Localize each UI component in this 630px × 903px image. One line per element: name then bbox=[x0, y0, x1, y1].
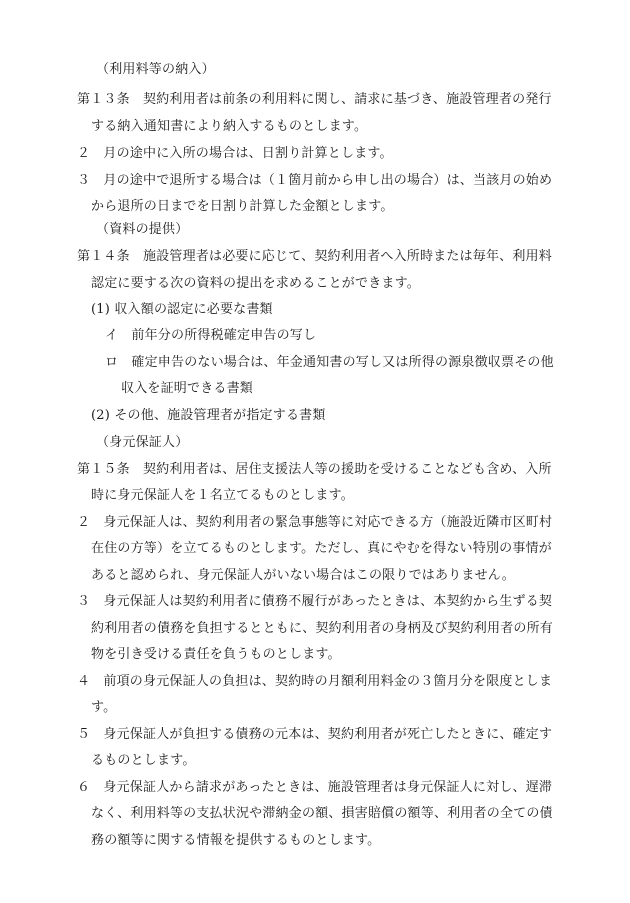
article-15-item-5-line-1: ５ 身元保証人が負担する債務の元本は、契約利用者が死亡したときに、確定す bbox=[77, 727, 553, 742]
article-13-item-2: ２ 月の途中に入所の場合は、日割り計算とします。 bbox=[77, 146, 393, 161]
section-heading: （利用料等の納入） bbox=[96, 62, 215, 77]
article-14-line-1: 第１４条 施設管理者は必要に応じて、契約利用者へ入所時または毎年、利用料 bbox=[77, 249, 552, 264]
article-15-item-2-line-1: ２ 身元保証人は、契約利用者の緊急事態等に対応できる方（施設近隣市区町村 bbox=[77, 515, 553, 530]
article-15-item-5-line-2: るものとします。 bbox=[91, 753, 196, 768]
article-15-item-4-line-1: ４ 前項の身元保証人の負担は、契約時の月額利用料金の３箇月分を限度としま bbox=[77, 674, 553, 689]
article-15-item-3-line-3: 物を引き受ける責任を負うものとします。 bbox=[91, 647, 341, 662]
article-15-item-3-line-1: ３ 身元保証人は契約利用者に債務不履行があったときは、本契約から生ずる契 bbox=[77, 594, 553, 609]
article-13-item-3-line-1: ３ 月の途中で退所する場合は（１箇月前から申し出の場合）は、当該月の始め bbox=[77, 173, 553, 188]
article-14-subitem-ro-line-2: 収入を証明できる書類 bbox=[121, 381, 254, 396]
article-15-item-6-line-1: ６ 身元保証人から請求があったときは、施設管理者は身元保証人に対し、遅滞 bbox=[77, 780, 553, 795]
article-13-line-1: 第１３条 契約利用者は前条の利用料に関し、請求に基づき、施設管理者の発行 bbox=[77, 92, 552, 107]
article-14-line-2: 認定に要する次の資料の提出を求めることができます。 bbox=[91, 276, 420, 291]
article-14-subitem-i: イ 前年分の所得税確定申告の写し bbox=[105, 328, 317, 343]
article-14-subitem-ro-line-1: ロ 確定申告のない場合は、年金通知書の写し又は所得の源泉徴収票その他 bbox=[105, 355, 554, 370]
article-14-item-2: (2) その他、施設管理者が指定する書類 bbox=[91, 408, 326, 423]
article-13-item-3-line-2: から退所の日までを日割り計算した金額とします。 bbox=[91, 199, 394, 214]
section-heading: （資料の提供） bbox=[96, 222, 189, 237]
article-15-item-6-line-3: 務の額等に関する情報を提供するものとします。 bbox=[91, 833, 381, 848]
article-13-line-2: する納入通知書により納入するものとします。 bbox=[91, 119, 368, 134]
article-15-item-2-line-3: あると認められ、身元保証人がいない場合はこの限りではありません。 bbox=[91, 568, 515, 583]
article-15-line-1: 第１５条 契約利用者は、居住支援法人等の援助を受けることなども含め、入所 bbox=[77, 462, 552, 477]
article-15-item-4-line-2: す。 bbox=[91, 700, 117, 715]
article-15-line-2: 時に身元保証人を１名立てるものとします。 bbox=[91, 488, 354, 503]
article-15-item-2-line-2: 在住の方等）を立てるものとします。ただし、真にやむを得ない特別の事情が bbox=[91, 541, 552, 556]
article-15-item-3-line-2: 約利用者の債務を負担するとともに、契約利用者の身柄及び契約利用者の所有 bbox=[91, 621, 554, 636]
section-heading: （身元保証人） bbox=[96, 435, 189, 450]
article-14-item-1: (1) 収入額の認定に必要な書類 bbox=[91, 302, 273, 317]
article-15-item-6-line-2: なく、利用料等の支払状況や滞納金の額、損害賠償の額等、利用者の全ての債 bbox=[91, 806, 553, 821]
